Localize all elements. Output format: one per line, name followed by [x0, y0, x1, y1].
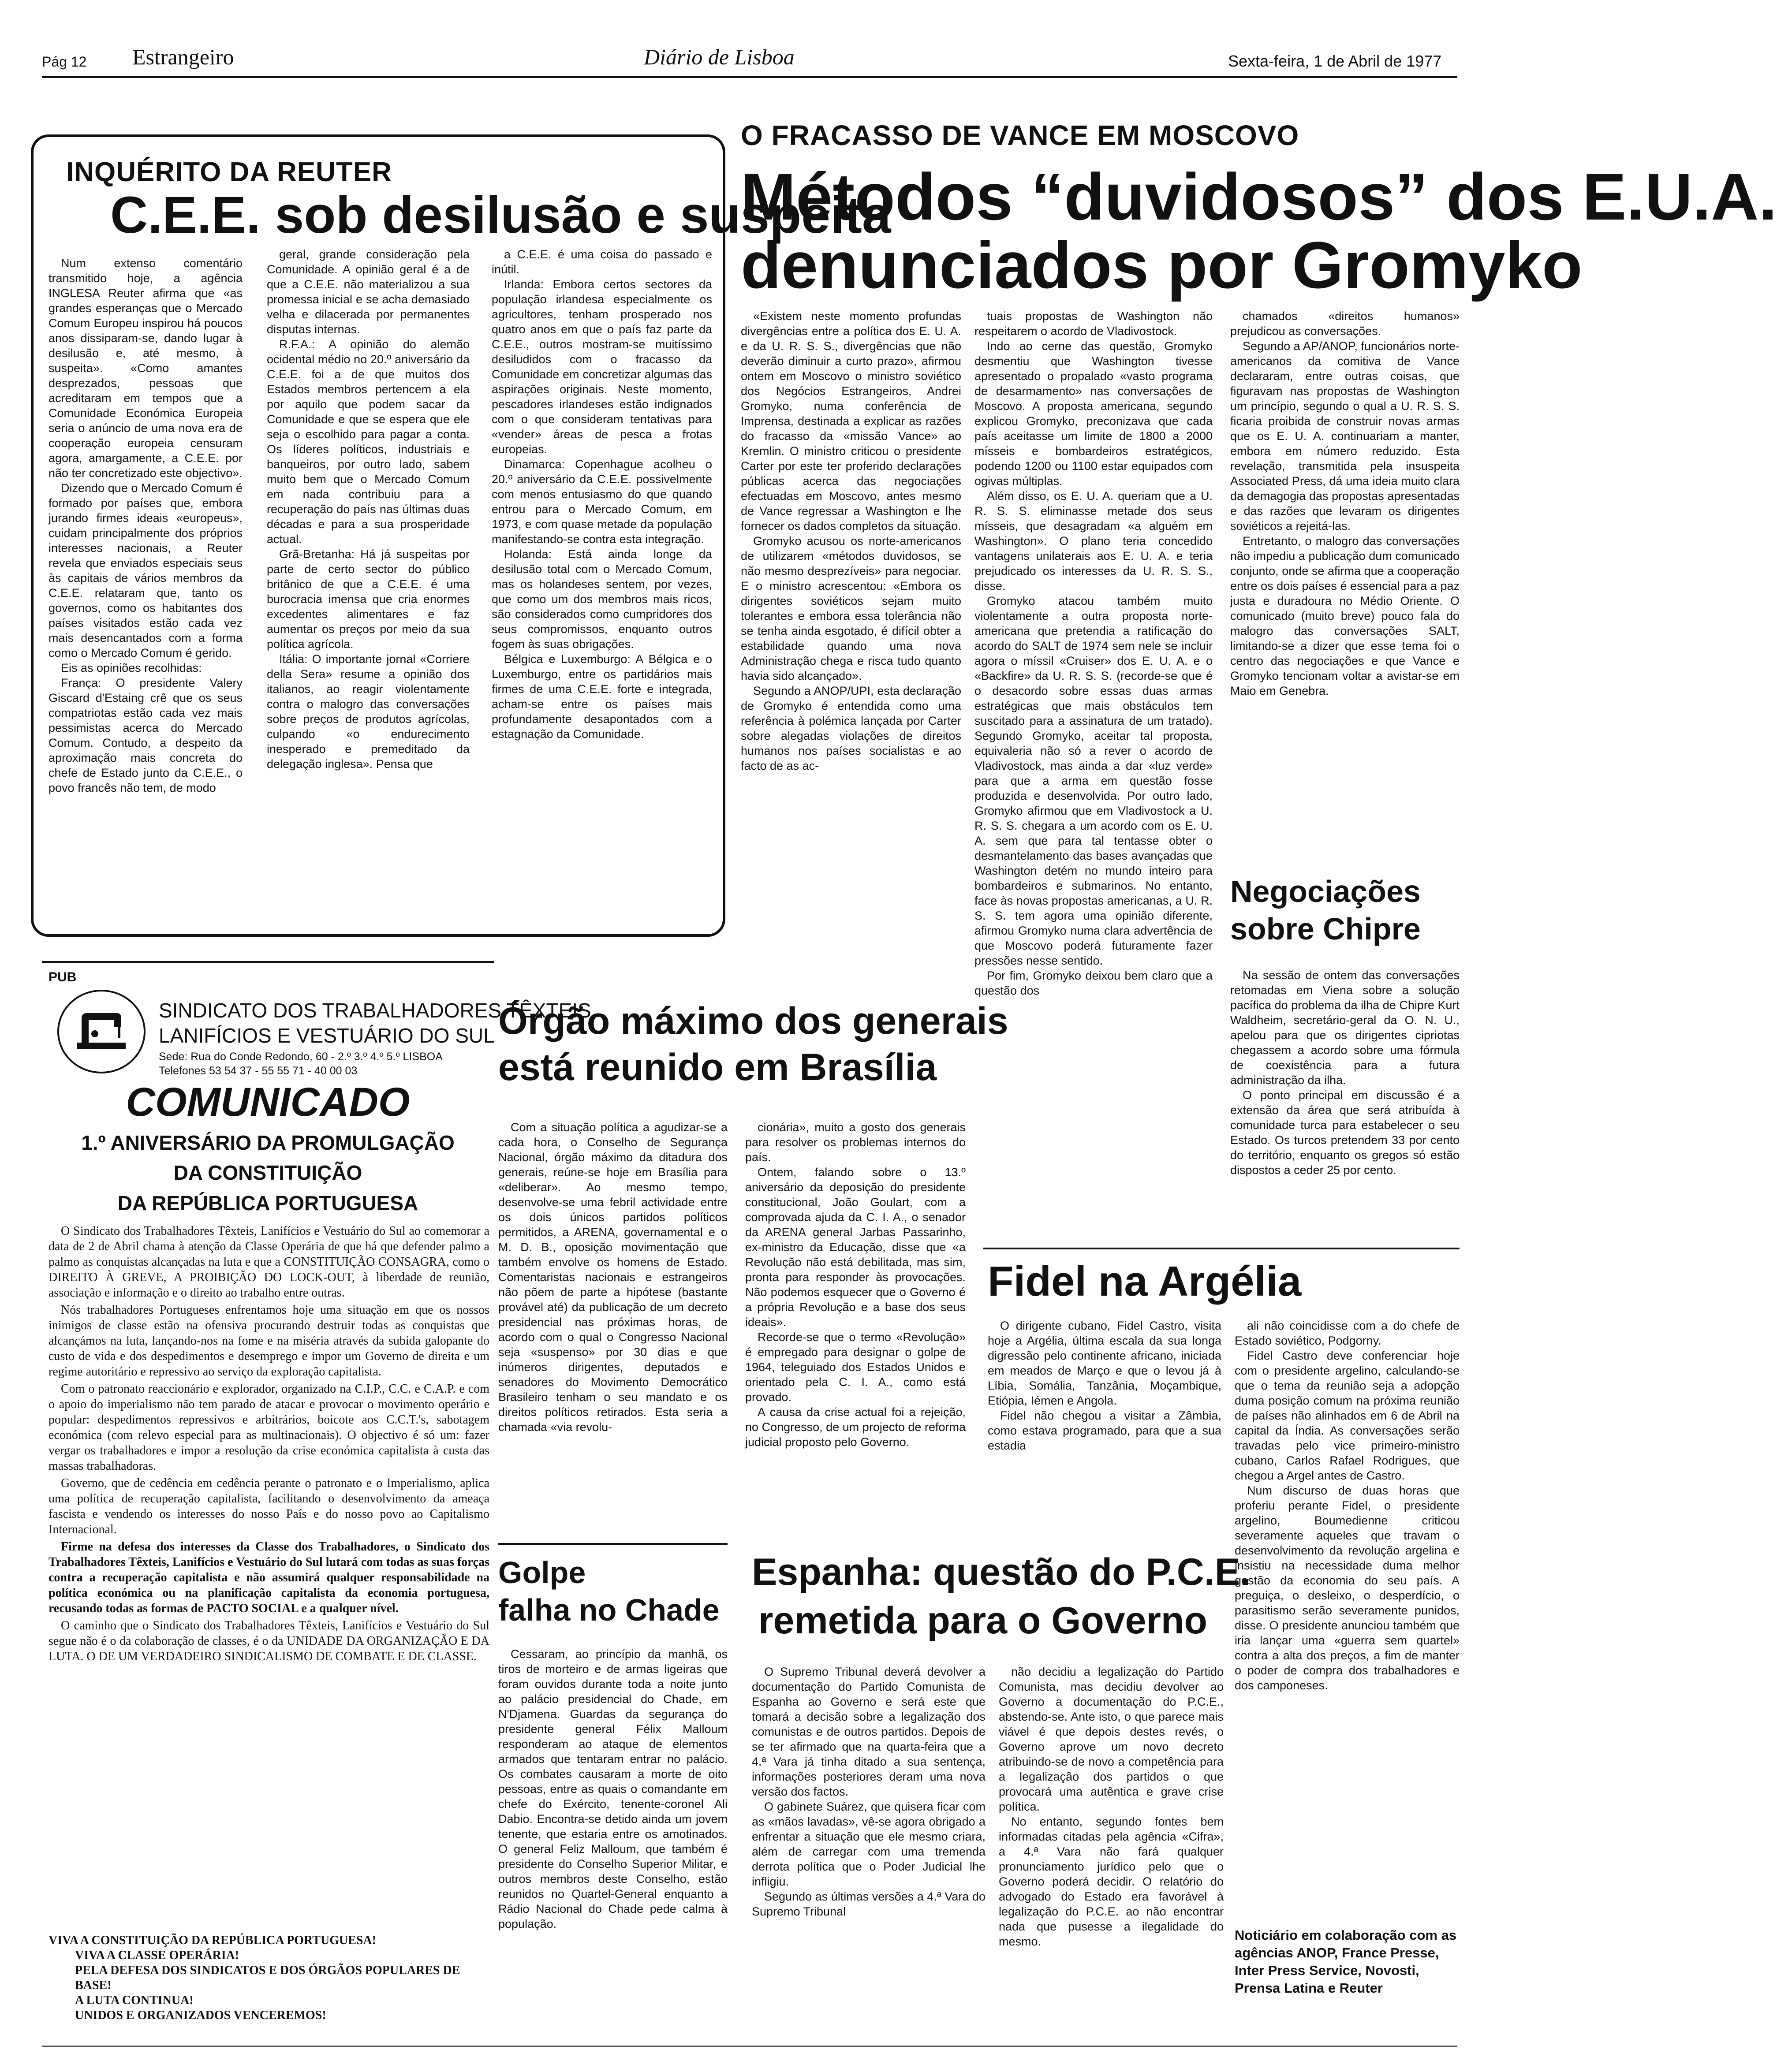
fidel-paragraph: Num discurso de duas horas que proferiu perante Fidel, o presidente argelino, Boumedienne criticou severamente aqueles que travam o desenvolvimento da revolução argelina e insistiu na necessidade duma melhor gestão da economia do seu país. A preguiça, o desleixo, o desperdício, o parasitismo serão severamente punidos, disse. O presidente anunciou também que iria lançar uma «guerra sem quartel» contra a alta dos preços, a fim de manter o poder de compra dos trabalhadores e dos camponeses. — [1235, 1484, 1460, 1692]
gromyko-column-2 — [974, 309, 1213, 1248]
comunicado-body — [49, 1223, 489, 1922]
pub-tag: PUB — [49, 970, 77, 984]
reuter-title: C.E.E. sob desilusão e suspeita — [110, 186, 891, 244]
reuter-paragraph: Eis as opiniões recolhidas: — [61, 661, 202, 675]
header-rule — [42, 76, 1457, 78]
gromyko-title-line2: denunciados por Gromyko — [741, 228, 1583, 302]
gromyko-paragraph: chamados «direitos humanos» prejudicou as conversações. — [1230, 309, 1460, 338]
chade-title-line1: Golpe — [498, 1555, 586, 1590]
section-title: Estrangeiro — [132, 45, 234, 69]
union-phones: Telefones 53 54 37 - 55 55 71 - 40 00 03 — [159, 1065, 358, 1077]
chipre-paragraph: Na sessão de ontem das conversações retomadas em Viena sobre a solução pacífica do problema da ilha de Chipre Kurt Waldheim, secretário-geral da O. N. U., apelou para que os dirigentes cipriotas chegassem a acordo sobre uma fórmula de coexistência para a futura administração da ilha. — [1230, 969, 1460, 1087]
comunicado-paragraph: Com o patronato reaccionário e explorador, organizado na C.I.P., C.C. e C.A.P. e com o apoio do imperialismo não tem parado de atacar e provocar o movimento operário e popular: despedimentos repressivos e arbitrários, boicote aos C.C.T.'s, sabotagem económica (com relevo especial para as multinacionais). O objectivo é só um: fazer vergar os trabalhadores e impor a resolução da crise económica capitalista à custa das massas trabalhadoras. — [49, 1382, 489, 1473]
reuter-paragraph: Num extenso comentário transmitido hoje, a agência INGLESA Reuter afirma que «as grandes esperanças que o Mercado Comum Europeu inspirou há poucos anos dissiparam-se, dando lugar à desilusão e, até mesmo, à suspeita». «Como amantes desprezados, pessoas que acreditaram em tempos que a Comunidade Económica Europeia seria o anúncio de uma nova era de cooperação europeia censuram agora, amargamente, a C.E.E. por não ter concretizado este objectivo». — [49, 257, 243, 480]
espanha-paragraph: O Supremo Tribunal deverá devolver a documentação do Partido Comunista de Espanha ao Governo e será este que tomará a decisão sobre a legalização dos comunistas e de outros partidos. Depois de se ter afirmado que na quarta-feira que a 4.ª Vara já tinha ditado a sua sentença, informações posteriores deram uma nova versão dos factos. — [752, 1665, 986, 1798]
masthead: Diário de Lisboa — [644, 45, 795, 69]
reuter-paragraph: Dizendo que o Mercado Comum é formado por países que, embora jurando firmes ideais «europeus», cuidam principalmente dos próprios interesses nacionais, a Reuter revela que enviados especiais seus às capitais de vários membros da C.E.E. relataram que, tanto os governos, como os habitantes dos países visitados estão cada vez mais desencantados com a forma como o Mercado Comum é gerido. — [49, 481, 243, 660]
reuter-column-3 — [492, 247, 712, 926]
chipre-body — [1230, 968, 1460, 1245]
comunicado-subtitle-3: DA REPÚBLICA PORTUGUESA — [117, 1192, 418, 1215]
generais-paragraph: Recorde-se que o termo «Revolução» é empregado para designar o golpe de 1964, teleguiado dos Estados Unidos e orientado pela C. I. A., como está provado. — [745, 1330, 966, 1404]
fidel-paragraph: O dirigente cubano, Fidel Castro, visita hoje a Argélia, última escala da sua longa digressão pelo continente africano, iniciada em meados de Março e que o levou já à Líbia, Somália, Tanzânia, Moçambique, Etiópia, Iémen e Angola. — [988, 1319, 1221, 1407]
generais-title-line2: está reunido em Brasília — [498, 1046, 937, 1088]
fidel-column-2 — [1235, 1318, 1460, 1918]
generais-paragraph: cionária», muito a gosto dos generais para resolver os problemas internos do país. — [745, 1121, 966, 1164]
espanha-title-line2: remetida para o Governo — [758, 1599, 1207, 1642]
fidel-paragraph: Fidel não chegou a visitar a Zâmbia, como estava programado, para que a sua estadia — [988, 1409, 1221, 1452]
gromyko-paragraph: Por fim, Gromyko deixou bem claro que a questão dos — [974, 969, 1213, 997]
espanha-paragraph: não decidiu a legalização do Partido Comunista, mas decidiu devolver ao Governo a documentação do P.C.E., abstendo-se. Ante isto, o que parece mais viável é que depois destes revés, o Governo aprove um novo decreto atribuindo-se de novo a competência para a legalização dos partidos o que provocará uma autêntica e grave crise política. — [999, 1665, 1224, 1813]
generais-paragraph: Com a situação política a agudizar-se a cada hora, o Conselho de Segurança Nacional, órgão máximo da ditadura dos generais, reúne-se hoje em Brasília para «deliberar». Ao mesmo tempo, desenvolve-se uma febril actividade entre os dois únicos partidos políticos permitidos, a ARENA, governamental e o M. D. B., oposição movimentação que também envolve os homens de Estado. Comentaristas nacionais e estrangeiros não põem de parte a hipótese (bastante provável até) da publicação de um decreto presidencial nas próximas horas, de acordo com o qual o Congresso Nacional seja «suspenso» por 30 dias e que inúmeros dirigentes, deputados e senadores do Movimento Democrático Brasileiro tenham o seu mandato e os direitos políticos retirados. Esta seria a chamada «via revolu- — [498, 1121, 728, 1434]
chade-rule — [498, 1543, 728, 1545]
espanha-column-2 — [999, 1664, 1224, 2037]
comunicado-slogans — [49, 1933, 489, 2030]
gromyko-kicker: O FRACASSO DE VANCE EM MOSCOVO — [741, 119, 1299, 151]
slogan: VIVA A CLASSE OPERÁRIA! — [75, 1949, 239, 1962]
chipre-title-line1: Negociações — [1230, 874, 1421, 909]
comunicado-title: COMUNICADO — [126, 1080, 410, 1125]
chade-paragraph: Cessaram, ao princípio da manhã, os tiros de morteiro e de armas ligeiras que foram ouvidos durante toda a noite junto ao palácio presidencial do Chade, em N'Djamena. Guardas da segurança do presidente general Félix Malloum responderam ao ataque de elementos armados que tentaram entrar no palácio. Os combates causaram a morte de oito pessoas, entre as quais o comandante em chefe do Exército, tenente-coronel Ali Dabio. Encontra-se detido ainda um jovem tenente, que estaria entre os amotinados. O general Feliz Malloum, que também é presidente do Conselho Superior Militar, e outros membros deste Conselho, estão reunidos no Quartel-General enquanto a Rádio Nacional do Chade pede calma à população. — [498, 1647, 728, 1930]
generais-column-2 — [745, 1120, 966, 1530]
gromyko-paragraph: Gromyko acusou os norte-americanos de utilizarem «métodos duvidosos, se não mesmo desprezíveis» para negociar. E o ministro acrescentou: «Embora os dirigentes soviéticos sejam muito tolerantes e embora essa tolerância não se tenha ainda esgotado, é difícil obter a estabilidade quando uma nova Administração chega e risca tudo quanto havia sido alcançado». — [741, 534, 961, 682]
comunicado-paragraph: Nós trabalhadores Portugueses enfrentamos hoje uma situação em que os nossos inimigos de classe estão na ofensiva procurando destruir todas as conquistas que alcançámos na luta, lançando-nos na fome e na miséria através da subida galopante do custo de vida e dos despedimentos e desemprego e impor um Governo de direita e um regime autoritário e repressivo ao serviço da exploração capitalista. — [49, 1303, 489, 1379]
union-address: Sede: Rua do Conde Redondo, 60 - 2.º 3.º 4.º 5.º LISBOA — [159, 1051, 443, 1063]
reuter-paragraph: a C.E.E. é uma coisa do passado e inútil. — [492, 248, 712, 276]
comunicado-subtitle-2: DA CONSTITUIÇÃO — [173, 1161, 362, 1184]
reuter-paragraph: Grã-Bretanha: Há já suspeitas por parte de certo sector do público britânico de que a C.E.E. é uma burocracia imensa que cria enormes excedentes alimentares e faz aumentar os preços por meio da sua política agrícola. — [267, 548, 470, 651]
fidel-paragraph: ali não coincidisse com a do chefe de Estado soviético, Podgorny. — [1235, 1319, 1460, 1347]
gromyko-paragraph: Indo ao cerne das questão, Gromyko desmentiu que Washington tivesse apresentado o propalado «vasto programa de desarmamento» nas conversações de Moscovo. A proposta americana, segundo explicou Gromyko, preconizava que cada país aceitasse um limite de 1800 a 2000 mísseis e bombardeiros estratégicos, podendo 1200 ou 1100 estar equipados com ogivas múltiplas. — [974, 339, 1213, 488]
page-number: Pág 12 — [42, 54, 87, 70]
slogan: PELA DEFESA DOS SINDICATOS E DOS ÓRGÃOS POPULARES DE BASE! — [75, 1964, 460, 1992]
sewing-machine-icon — [68, 1001, 134, 1062]
gromyko-title-line1: Métodos “duvidosos” dos E.U.A. — [741, 160, 1777, 234]
reuter-column-1 — [49, 256, 243, 926]
fidel-column-1 — [988, 1318, 1221, 1539]
espanha-title-line1: Espanha: questão do P.C.E. — [752, 1551, 1251, 1593]
gromyko-paragraph: Entretanto, o malogro das conversações não impediu a publicação dum comunicado conjunto, onde se afirma que a cooperação entre os dois países é essencial para a paz justa e duradoura no Médio Oriente. O comunicado (muito breve) pouco fala do malogro das conversações SALT, limitando-se a dizer que esse tema foi o centro das negociações e que Vance e Gromyko tencionam voltar a avistar-se em Maio em Genebra. — [1230, 534, 1460, 697]
union-name-line1: SINDICATO DOS TRABALHADORES TÊXTEIS, — [159, 999, 597, 1022]
reuter-paragraph: Holanda: Está ainda longe da desilusão total com o Mercado Comum, mas os holandeses sentem, por vezes, que como um dos membros mais ricos, são considerados como cumpridores dos seus compromissos, enquanto outros fogem às suas obrigações. — [492, 548, 712, 651]
generais-title-line1: Órgão máximo dos generais — [498, 1000, 1008, 1042]
generais-paragraph: A causa da crise actual foi a rejeição, no Congresso, de um projecto de reforma judicial proposto pelo Governo. — [745, 1405, 966, 1449]
chade-title-line2: falha no Chade — [498, 1593, 720, 1627]
reuter-paragraph: R.F.A.: A opinião do alemão ocidental médio no 20.º aniversário da C.E.E. foi a de que muitos dos Estados membros pertencem a ela por aquilo que podem sacar da Comunidade e que se espera que ele seja o escolhido para pagar a conta. Os líderes políticos, industriais e banqueiros, por outro lado, sabem muito bem que o Mercado Comum em nada contribuiu para a recuperação do país nas últimas duas décadas e para a sua prosperidade actual. — [267, 338, 470, 546]
slogan: UNIDOS E ORGANIZADOS VENCEREMOS! — [75, 2009, 326, 2022]
gromyko-paragraph: Gromyko atacou também muito violentamente a outra proposta norte-americana que pretendia a ratificação do acordo do SALT de 1974 sem nele se incluir agora o míssil «Cruiser» dos E. U. A. e o «Backfire» da U. R. S. S. (recorde-se que é o desacordo sobre essas duas armas estratégicas que mais obstáculos tem suscitado para a assinatura de um tratado). Segundo Gromyko, aceitar tal proposta, equivaleria não só a rever o acordo de Vladivostock, mas ainda a dar «luz verde» para que a arma em questão fosse produzida e desenvolvida. Por outro lado, Gromyko afirmou que em Vladivostock a U. R. S. S. chegara a um acordo com os E. U. A. sem que para tal tentasse obter o desmantelamento das bases avançadas que Washington detém no mundo inteiro para bombardeiros e submarinos. No entanto, face às novas propostas americanas, a U. R. S. S. tem agora uma opinião diferente, afirmou Gromyko numa clara advertência de que Moscovo poderá futuramente fazer pressões nesse sentido. — [974, 594, 1213, 967]
chade-body — [498, 1647, 728, 2035]
comunicado-subtitle-1: 1.º ANIVERSÁRIO DA PROMULGAÇÃO — [81, 1131, 455, 1154]
gromyko-paragraph: Segundo a ANOP/UPI, esta declaração de Gromyko é entendida como uma referência à polémica lançada por Carter sobre alegadas violações de direitos humanos nos países socialistas e ao facto de as ac- — [741, 684, 961, 772]
slogan: A LUTA CONTINUA! — [75, 1994, 194, 2007]
espanha-column-1 — [752, 1664, 986, 2037]
espanha-paragraph: O gabinete Suárez, que quisera ficar com as «mãos lavadas», vê-se agora obrigado a enfrentar a situação que ele mesmo criara, além de carregar com uma tremenda derrota política que o Poder Judicial lhe infligiu. — [752, 1800, 986, 1888]
gromyko-column-1 — [741, 309, 961, 943]
comunicado-paragraph: Firme na defesa dos interesses da Classe dos Trabalhadores, o Sindicato dos Trabalhadores Têxteis, Lanifícios e Vestuário do Sul lutará com todas as suas forças contra a recuperação capitalista e não assumirá qualquer responsabilidade na política económica ou na planificação capitalista da economia portuguesa, recusando todas as formas de PACTO SOCIAL e a qualquer nível. — [49, 1540, 489, 1615]
fidel-rule — [983, 1248, 1460, 1249]
espanha-paragraph: Segundo as últimas versões a 4.ª Vara do Supremo Tribunal — [752, 1890, 986, 1918]
footer-rule — [42, 2046, 1457, 2047]
comunicado-paragraph: O caminho que o Sindicato dos Trabalhadores Têxteis, Lanifícios e Vestuário do Sul segue não é o da colaboração de classes, é o da UNIDADE DA ORGANIZAÇÃO E DA LUTA. O DE UM VERDADEIRO SINDICALISMO DE COMBATE E DE CLASSE. — [49, 1619, 489, 1663]
gromyko-column-3 — [1230, 309, 1460, 855]
espanha-paragraph: No entanto, segundo fontes bem informadas citadas pela agência «Cifra», a 4.ª Vara não fará qualquer pronunciamento jurídico pelo que o Governo poderá decidir. O relatório do advogado do Estado era favorável à legalização do P.C.E. ao não encontrar nada que pusesse a ilegalidade do mesmo. — [999, 1815, 1224, 1948]
fidel-title: Fidel na Argélia — [988, 1258, 1302, 1305]
reuter-paragraph: França: O presidente Valery Giscard d'Estaing crê que os seus compatriotas estão cada vez mais pessimistas acerca do Mercado Comum. Contudo, a despeito da aproximação mais concreta do chefe de Estado junto da C.E.E., o povo francês não tem, de modo — [49, 676, 243, 794]
agencies-credit: Noticiário em colaboração com as agências ANOP, France Presse, Inter Press Service, Novosti, Prensa Latina e Reuter — [1235, 1927, 1457, 1996]
generais-column-1 — [498, 1120, 728, 1530]
reuter-paragraph: Irlanda: Embora certos sectores da população irlandesa especialmente os agricultores, tenham prosperado nos quatro anos em que o país faz parte da C.E.E., outros mostram-se muitíssimo desiludidos com o fracasso da Comunidade em concretizar algumas das aspirações originais. Neste momento, pescadores irlandeses estão indignados com o que consideram tentativas para «vender» áreas de pesca a frotas europeias. — [492, 278, 712, 456]
union-name-line2: LANIFÍCIOS E VESTUÁRIO DO SUL — [159, 1024, 495, 1047]
reuter-paragraph: Dinamarca: Copenhague acolheu o 20.º aniversário da C.E.E. possivelmente com menos entusiasmo do que quando entrou para o Mercado Comum, em 1973, e com quase metade da população manifestando-se contra esta integração. — [492, 458, 712, 546]
chipre-title-line2: sobre Chipre — [1230, 912, 1421, 946]
comunicado-paragraph: Governo, que de cedência em cedência perante o patronato e o Imperialismo, aplica uma política de recuperação capitalista, facilitando o desenvolvimento da ameaça fascista e vendendo os interesses do nosso País e do nosso povo ao Capitalismo Internacional. — [49, 1476, 489, 1536]
chipre-paragraph: O ponto principal em discussão é a extensão da área que será atribuída à comunidade turca para estabelecer o seu Estado. Os turcos pretendem 33 por cento do território, enquanto os gregos só estão dispostos a ceder 25 por cento. — [1230, 1088, 1460, 1177]
reuter-column-2 — [267, 247, 470, 926]
slogan: VIVA A CONSTITUIÇÃO DA REPÚBLICA PORTUGUESA! — [49, 1934, 376, 1947]
gromyko-paragraph: «Existem neste momento profundas divergências entre a política dos E. U. A. e da U. R. S. S., divergências que não deverão diminuir a curto prazo», afirmou ontem em Moscovo o ministro soviético dos Negócios Estrangeiros, Andrei Gromyko, numa conferência de Imprensa, destinada a explicar as razões do fracasso da «missão Vance» ao Kremlin. O ministro criticou o presidente Carter por este ter proferido declarações públicas acerca das negociações efectuadas em Moscovo, antes mesmo de Vance regressar a Washington e lhe fornecer os dados completos da situação. — [741, 309, 961, 533]
gromyko-paragraph: Além disso, os E. U. A. queriam que a U. R. S. S. eliminasse metade dos seus mísseis, que desagradam «a alguém em Washington». O plano teria concedido vantagens unilaterais aos E. U. A. e teria prejudicado os interesses da U. R. S. S., disse. — [974, 489, 1213, 593]
union-seal — [57, 990, 146, 1073]
comunicado-paragraph: O Sindicato dos Trabalhadores Têxteis, Lanifícios e Vestuário do Sul ao comemorar a data de 2 de Abril chama à atenção da Classe Operária de que há que defender palmo a palmo as conquistas alcançadas na luta e que a CONSTITUIÇÃO CONSAGRA, como o DIREITO À GREVE, A PROIBIÇÃO DO LOCK-OUT, à liberdade de reunião, associação e informação e o direito ao trabalho entre outras. — [49, 1224, 489, 1300]
reuter-kicker: INQUÉRITO DA REUTER — [66, 157, 392, 187]
gromyko-paragraph: Segundo a AP/ANOP, funcionários norte-americanos da comitiva de Vance declararam, entre outras coisas, que figuravam nas propostas de Washington um princípio, segundo o qual a U. R. S. S. ficaria proibida de construir novas armas que os E. U. A. continuariam a manter, embora em número reduzido. Esta revelação, transmitida pela insuspeita Associated Press, dá uma ideia muito clara da demagogia das propostas apresentadas e das razões que levaram os dirigentes soviéticos a rejeitá-las. — [1230, 339, 1460, 533]
reuter-paragraph: Itália: O importante jornal «Corriere della Sera» resume a opinião dos italianos, ao reagir violentamente contra o malogro das conversações sobre preços de produtos agrícolas, culpando «o endurecimento inesperado e premeditado da delegação inglesa». Pensa que — [267, 652, 470, 771]
fidel-paragraph: Fidel Castro deve conferenciar hoje com o presidente argelino, calculando-se que o tema da reunião seja a adopção duma posição comum na próxima reunião de países não alinhados em 6 de Abril na capital da Índia. As conversações serão travadas pelo vice primeiro-ministro cubano, Carlos Rafael Rodrigues, que chegou a Argel antes de Castro. — [1235, 1349, 1460, 1482]
reuter-paragraph: geral, grande consideração pela Comunidade. A opinião geral é a de que a C.E.E. não materializou a sua promessa inicial e se acha demasiado velha e dilacerada por permanentes disputas internas. — [267, 248, 470, 336]
issue-date: Sexta-feira, 1 de Abril de 1977 — [1228, 52, 1442, 70]
reuter-paragraph: Bélgica e Luxemburgo: A Bélgica e o Luxemburgo, entre os partidários mais firmes de uma C.E.E. forte e integrada, acham-se entre os países mais profundamente desapontados com a estagnação da Comunidade. — [492, 652, 712, 741]
generais-paragraph: Ontem, falando sobre o 13.º aniversário da deposição do presidente constitucional, João Goulart, com a comprovada ajuda da C. I. A., o senador da ARENA general Jarbas Passarinho, ex-ministro da Educação, disse que «a Revolução não está debilitada, mas sim, pronta para responder às provocações. Não podemos esquecer que o Governo é a própria Revolução e a base dos seus ideais». — [745, 1166, 966, 1329]
gromyko-paragraph: tuais propostas de Washington não respeitarem o acordo de Vladivostock. — [974, 309, 1213, 338]
